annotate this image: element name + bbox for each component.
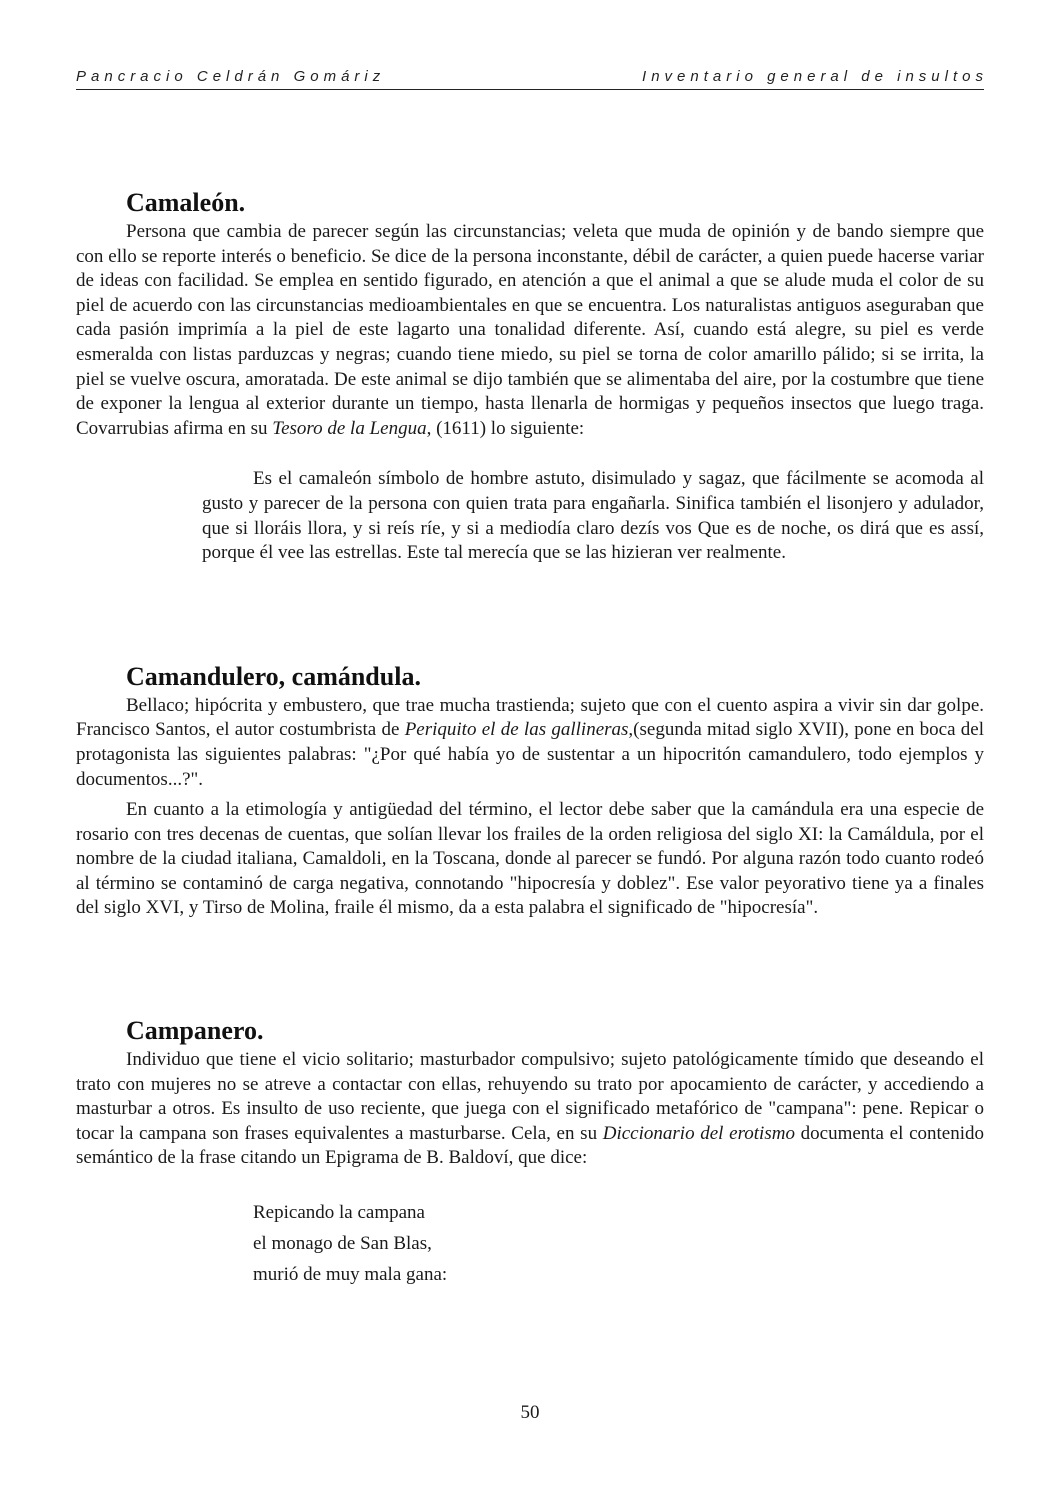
entry-paragraph xyxy=(76,1048,984,1171)
page-content xyxy=(76,186,984,1290)
verse-line: el monago de San Blas, xyxy=(253,1233,432,1255)
entry-camaleon xyxy=(76,186,984,566)
entry-title: Camaleón. xyxy=(126,188,246,217)
verse-line: murió de muy mala gana: xyxy=(253,1264,448,1286)
work-title: Tesoro de la Lengua xyxy=(272,417,427,439)
paragraph-text: , (1611) lo siguiente: xyxy=(426,417,585,439)
section-spacer xyxy=(76,921,984,1014)
entry-paragraph xyxy=(76,694,984,792)
header-author: Pancracio Celdrán Gomáriz xyxy=(76,68,386,85)
running-header xyxy=(76,67,988,90)
paragraph-text: Persona que cambia de parecer según las circunstancias; veleta que muda de opinión y de bando siempre que con ello se reporte interés o beneficio. Se dice de la persona inconstante, débil de carácter, a quien puede hacerse variar de ideas con facilidad. Se emplea en sentido figurado, en atención a que el animal a que se alude muda el color de su piel de acuerdo con las circunstancias medioambientales en que se encuentra. Los naturalistas antiguos aseguraban que cada pasión imprimía a la piel de este lagarto una tonalidad diferente. Así, cuando está alegre, su piel es verde esmeralda con listas parduzcas y negras; cuando tiene miedo, su piel se torna de color amarillo pálido; si se irrita, la piel se vuelve oscura, amoratada. De este animal se dijo también que se alimentaba del aire, por la costumbre que tiene de exponer la lengua al exterior durante un tiempo, hasta llenarla de hormigas y pequeños insectos que luego traga. Covarrubias afirma en su xyxy=(76,221,984,439)
paragraph-text: ,(segunda mitad siglo XVII), pone en boca del protagonista las siguientes palabras: "¿Por qué había yo de sustentar a un hipocritón camandulero, todo ejemplos y documentos...?". xyxy=(76,719,984,790)
work-title: Diccionario del erotismo xyxy=(602,1122,795,1144)
entry-camandulero xyxy=(76,660,984,921)
page-number: 50 xyxy=(520,1402,540,1423)
work-title: Periquito el de las gallineras xyxy=(404,719,629,741)
header-book-title: Inventario general de insultos xyxy=(642,68,988,85)
entry-title: Camandulero, camándula. xyxy=(126,661,421,691)
block-quote xyxy=(202,467,984,565)
paragraph-text: Individuo que tiene el vicio solitario; masturbador compulsivo; sujeto patológicamente tímido que deseando el trato con mujeres no se atreve a contactar con ellas, rehuyendo su trato por apocamiento de carácter, y accediendo a masturbar a otros. Es insulto de uso reciente, que juega con el significado metafórico de "campana": pene. Repicar o tocar la campana son frases equivalentes a masturbarse. Cela, en su xyxy=(76,1049,984,1144)
entry-title: Campanero. xyxy=(126,1016,264,1046)
paragraph-text: Bellaco; hipócrita y embustero, que trae mucha trastienda; sujeto que con el cuento aspira a vivir sin dar golpe. Francisco Santos, el autor costumbrista de xyxy=(76,694,984,741)
entry-paragraph: En cuanto a la etimología y antigüedad del término, el lector debe saber que la camándula era una especie de rosario con tres decenas de cuentas, que solían llevar los frailes de la orden religiosa del siglo XI: la Camáldula, por el nombre de la ciudad italiana, Camaldoli, en la Toscana, donde al parecer se fundó. Por alguna razón todo cuanto rodeó al término se contaminó de carga negativa, connotando "hipocresía y doblez". Ese valor peyorativo tiene ya a finales del siglo XVI, y Tirso de Molina, fraile él mismo, da a esta palabra el significado de "hipocresía". xyxy=(76,799,984,919)
verse-line: Repicando la campana xyxy=(253,1202,425,1224)
entry-paragraph xyxy=(76,220,984,441)
paragraph-text: documenta el contenido semántico de la frase citando un Epigrama de B. Baldoví, que dice: xyxy=(76,1122,984,1169)
entry-campanero xyxy=(76,1014,984,1290)
quote-text: Es el camaleón símbolo de hombre astuto, disimulado y sagaz, que fácilmente se acomoda al gusto y parecer de la persona con quien trata para engañarla. Sinifica también el lisonjero y adulador, que si lloráis llora, y si reís ríe, y si a mediodía claro dezís vos Que es de noche, os dirá que es assí, porque él vee las estrellas. Este tal merecía que se las hizieran ver realmente. xyxy=(202,468,984,564)
verse-quote xyxy=(253,1197,984,1290)
section-spacer xyxy=(76,566,984,660)
